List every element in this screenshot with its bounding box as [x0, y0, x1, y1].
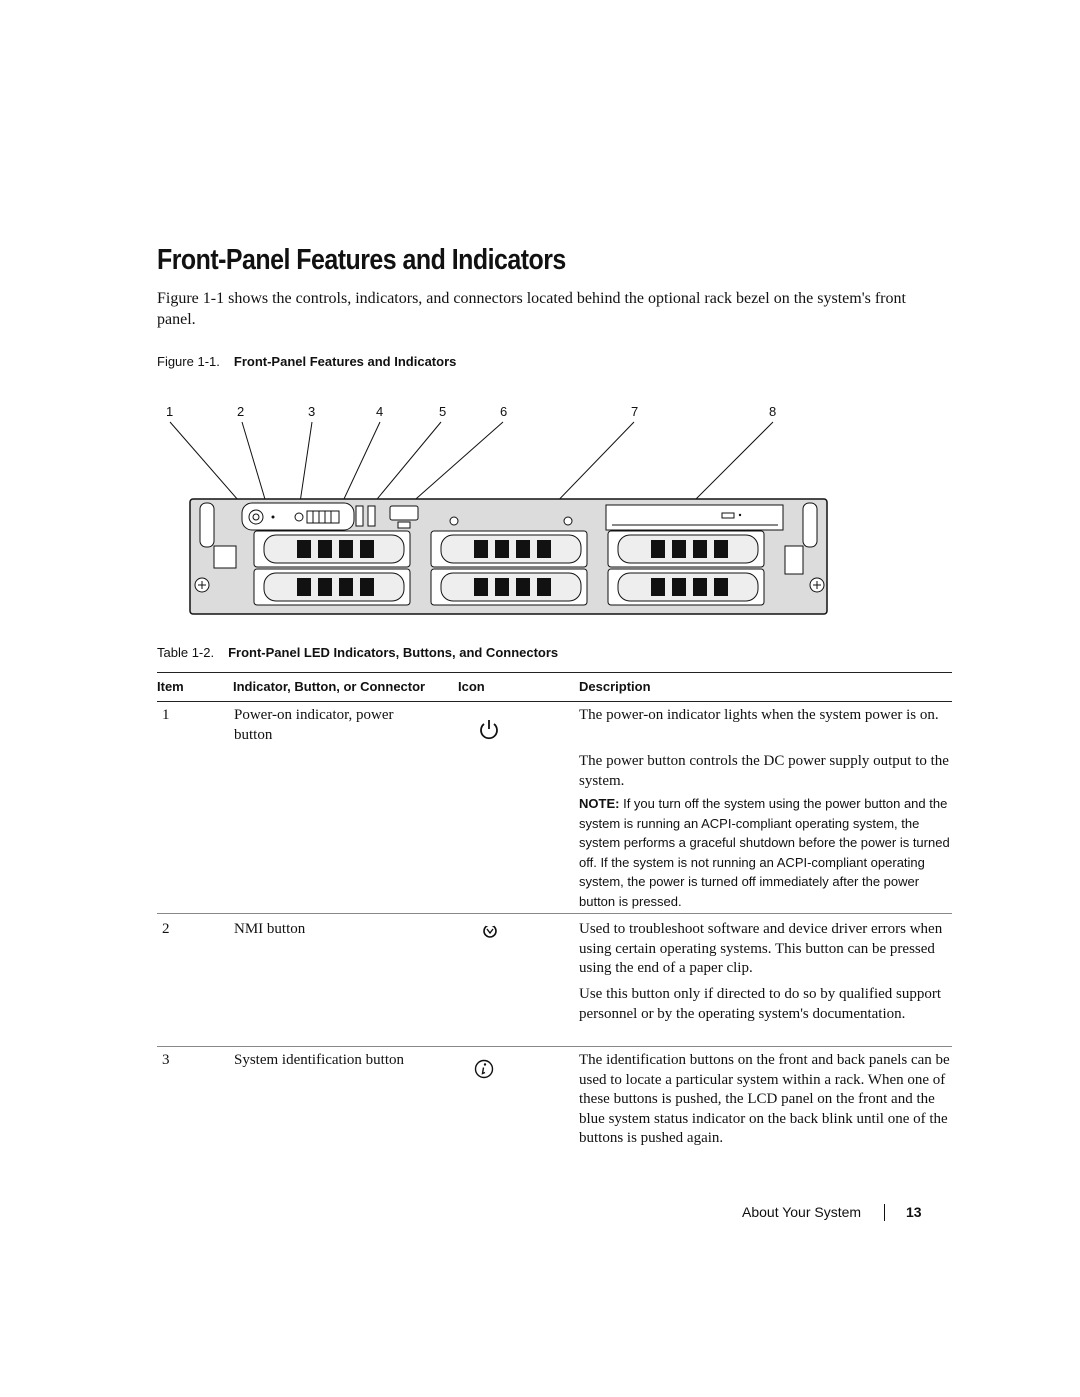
row2-desc-2: Use this button only if directed to do so by qualified support personnel or by the operating system's documentation.	[579, 986, 942, 1022]
figure-label: Figure 1-1.	[157, 354, 220, 369]
callout-1: 1	[166, 404, 174, 419]
page-title: Front-Panel Features and Indicators	[157, 244, 566, 276]
header-item: Item	[157, 679, 184, 694]
row-separator-2	[157, 1046, 952, 1047]
row3-item: 3	[162, 1052, 170, 1068]
callout-8: 8	[769, 404, 777, 419]
row1-name: Power-on indicator, power button	[234, 707, 394, 743]
note-text: If you turn off the system using the power button and the system is running an ACPI-compliant operating system, the system performs a graceful shutdown before the power is turned off. If the system is not running an ACPI-compliant operating system, the power is turned off immediately after the power button is pressed.	[579, 796, 950, 909]
info-icon	[474, 1059, 494, 1079]
callout-2: 2	[237, 404, 245, 419]
row2-item: 2	[162, 921, 170, 937]
callout-4: 4	[376, 404, 384, 419]
intro-paragraph: Figure 1-1 shows the controls, indicators, and connectors located behind the optional rack bezel on the system's front panel.	[157, 290, 906, 328]
page-number: 13	[906, 1204, 922, 1220]
table-caption	[157, 645, 558, 660]
drive-bay-2	[431, 531, 587, 567]
row3-desc-1: The identification buttons on the front and back panels can be used to locate a particular system within a rack. When one of these buttons is pushed, the LCD panel on the front and the blue system status indicator on the back blink until one of the buttons is pushed again.	[579, 1052, 950, 1146]
table-header-rule	[157, 701, 952, 702]
drive-bay-3	[431, 569, 587, 605]
callout-7: 7	[631, 404, 639, 419]
table-label: Table 1-2.	[157, 645, 215, 660]
callout-3: 3	[308, 404, 316, 419]
row2-name: NMI button	[234, 921, 306, 937]
row1-note	[579, 794, 951, 911]
figure-title: Front-Panel Features and Indicators	[233, 354, 457, 369]
row3-name: System identification button	[234, 1052, 404, 1068]
callout-5: 5	[439, 404, 447, 419]
footer-divider	[884, 1204, 885, 1221]
note-label: NOTE:	[579, 796, 620, 811]
header-icon: Icon	[458, 679, 485, 694]
table-title: Front-Panel LED Indicators, Buttons, and Connectors	[228, 645, 559, 660]
nmi-icon	[481, 922, 499, 940]
drive-bay-5	[608, 569, 764, 605]
callout-6: 6	[500, 404, 508, 419]
table-top-rule	[157, 672, 952, 673]
drive-bay-1	[254, 569, 410, 605]
row2-desc-1: Used to troubleshoot software and device driver errors when using certain operating systems. This button can be pressed using the end of a paper clip.	[579, 921, 943, 976]
row1-item: 1	[162, 707, 170, 723]
row1-desc-2: The power button controls the DC power supply output to the system.	[579, 753, 949, 789]
power-icon	[478, 718, 500, 740]
figure-caption	[157, 354, 456, 369]
row-separator-1	[157, 913, 952, 914]
header-description: Description	[579, 679, 651, 694]
row1-desc-1: The power-on indicator lights when the system power is on.	[579, 707, 939, 723]
header-indicator: Indicator, Button, or Connector	[233, 679, 426, 694]
footer-section: About Your System	[742, 1204, 862, 1220]
front-panel-figure	[150, 398, 840, 624]
drive-bay-0	[254, 531, 410, 567]
drive-bay-4	[608, 531, 764, 567]
